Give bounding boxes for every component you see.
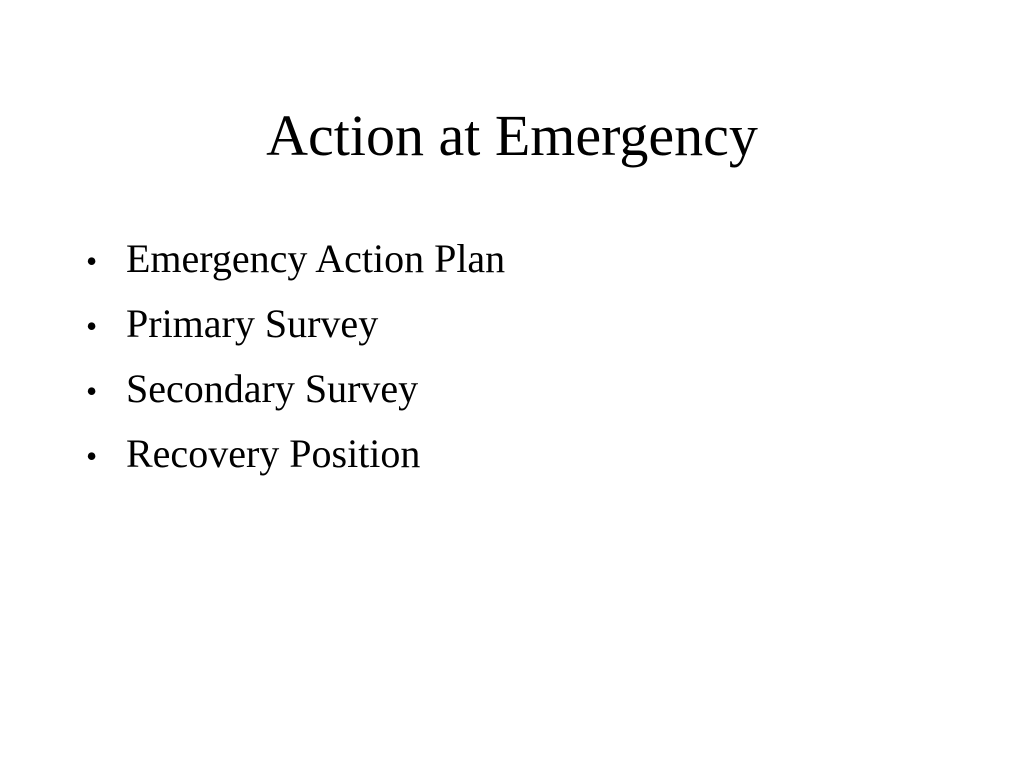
bullet-icon: • — [86, 243, 98, 279]
bullet-text: Recovery Position — [126, 431, 421, 476]
bullet-list — [86, 226, 505, 486]
bullet-icon: • — [86, 308, 98, 344]
bullet-item-emergency-action-plan — [86, 226, 505, 291]
bullet-text: Secondary Survey — [126, 366, 419, 411]
bullet-item-secondary-survey — [86, 356, 505, 421]
bullet-item-primary-survey — [86, 291, 505, 356]
bullet-text: Emergency Action Plan — [126, 236, 506, 281]
bullet-icon: • — [86, 438, 98, 474]
bullet-text: Primary Survey — [126, 301, 379, 346]
bullet-icon: • — [86, 373, 98, 409]
bullet-item-recovery-position — [86, 421, 505, 486]
slide-title: Action at Emergency — [266, 103, 758, 168]
